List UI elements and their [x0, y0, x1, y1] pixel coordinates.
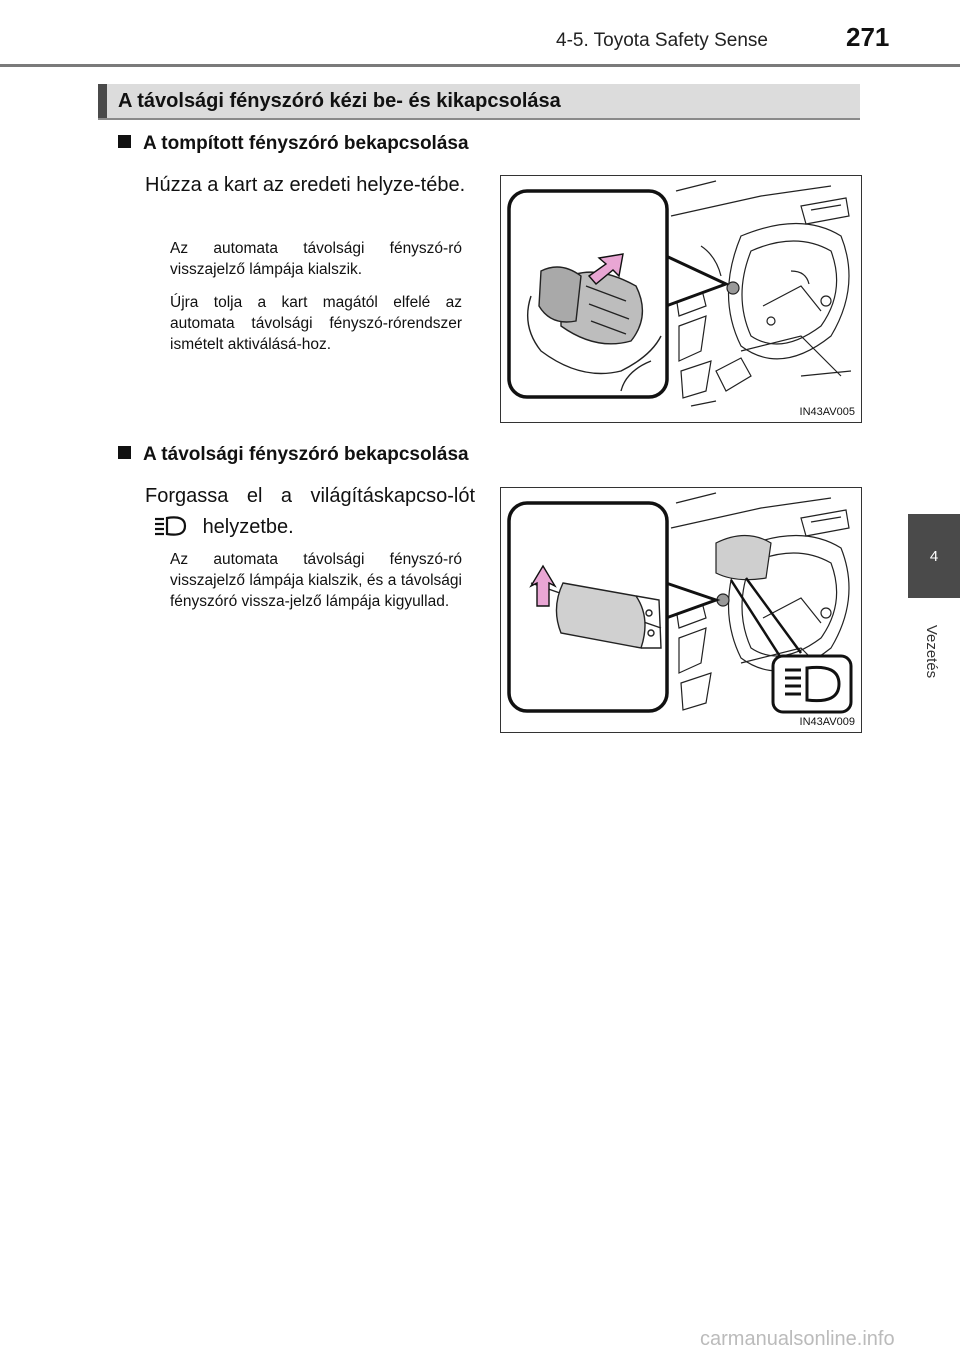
chapter-label-container — [904, 606, 960, 696]
watermark: carmanualsonline.info — [700, 1328, 895, 1350]
figure-lever-pull — [500, 175, 862, 423]
instruction-high-beam — [145, 481, 475, 543]
figure-light-switch — [500, 487, 862, 733]
section-title: A távolsági fényszóró kézi be- és kikapcsolása — [118, 90, 561, 112]
section-title-bar — [98, 84, 860, 120]
subheading-high-beam-text: A távolsági fényszóró bekapcsolása — [143, 444, 469, 465]
light-switch-illustration — [501, 488, 861, 732]
chapter-label: Vezetés — [923, 624, 941, 678]
figure-code-1: IN43AV005 — [799, 406, 855, 418]
chapter-number: 4 — [929, 547, 939, 565]
subheading-low-beam — [118, 133, 469, 155]
lever-pull-illustration — [501, 176, 861, 422]
square-bullet-icon — [118, 446, 131, 459]
instruction-low-beam: Húzza a kart az eredeti helyze-tébe. — [145, 174, 466, 196]
subheading-low-beam-text: A tompított fényszóró bekapcsolása — [143, 133, 469, 154]
note-low-beam-2: Újra tolja a kart magától elfelé az automata távolsági fényszó-rórendszer ismételt aktiválásá-hoz. — [170, 294, 462, 353]
header-divider — [0, 64, 960, 67]
instruction-high-beam-part1: Forgassa el a világításkapcso-lót — [145, 485, 475, 507]
page-number: 271 — [846, 22, 890, 52]
note-low-beam-1: Az automata távolsági fényszó-ró visszajelző lámpája kialszik. — [170, 240, 462, 278]
subheading-high-beam — [118, 444, 469, 466]
high-beam-icon — [153, 515, 189, 537]
instruction-high-beam-part2: helyzetbe. — [202, 516, 294, 538]
square-bullet-icon — [118, 135, 131, 148]
header-section-title: 4-5. Toyota Safety Sense — [556, 30, 768, 51]
section-bar-accent — [98, 84, 107, 118]
chapter-tab[interactable] — [908, 514, 960, 598]
note-high-beam-1: Az automata távolsági fényszó-ró visszajelző lámpája kialszik, és a távolsági fényszóró vissza-jelző lámpája kigyullad. — [170, 551, 462, 610]
figure-code-2: IN43AV009 — [799, 716, 855, 728]
